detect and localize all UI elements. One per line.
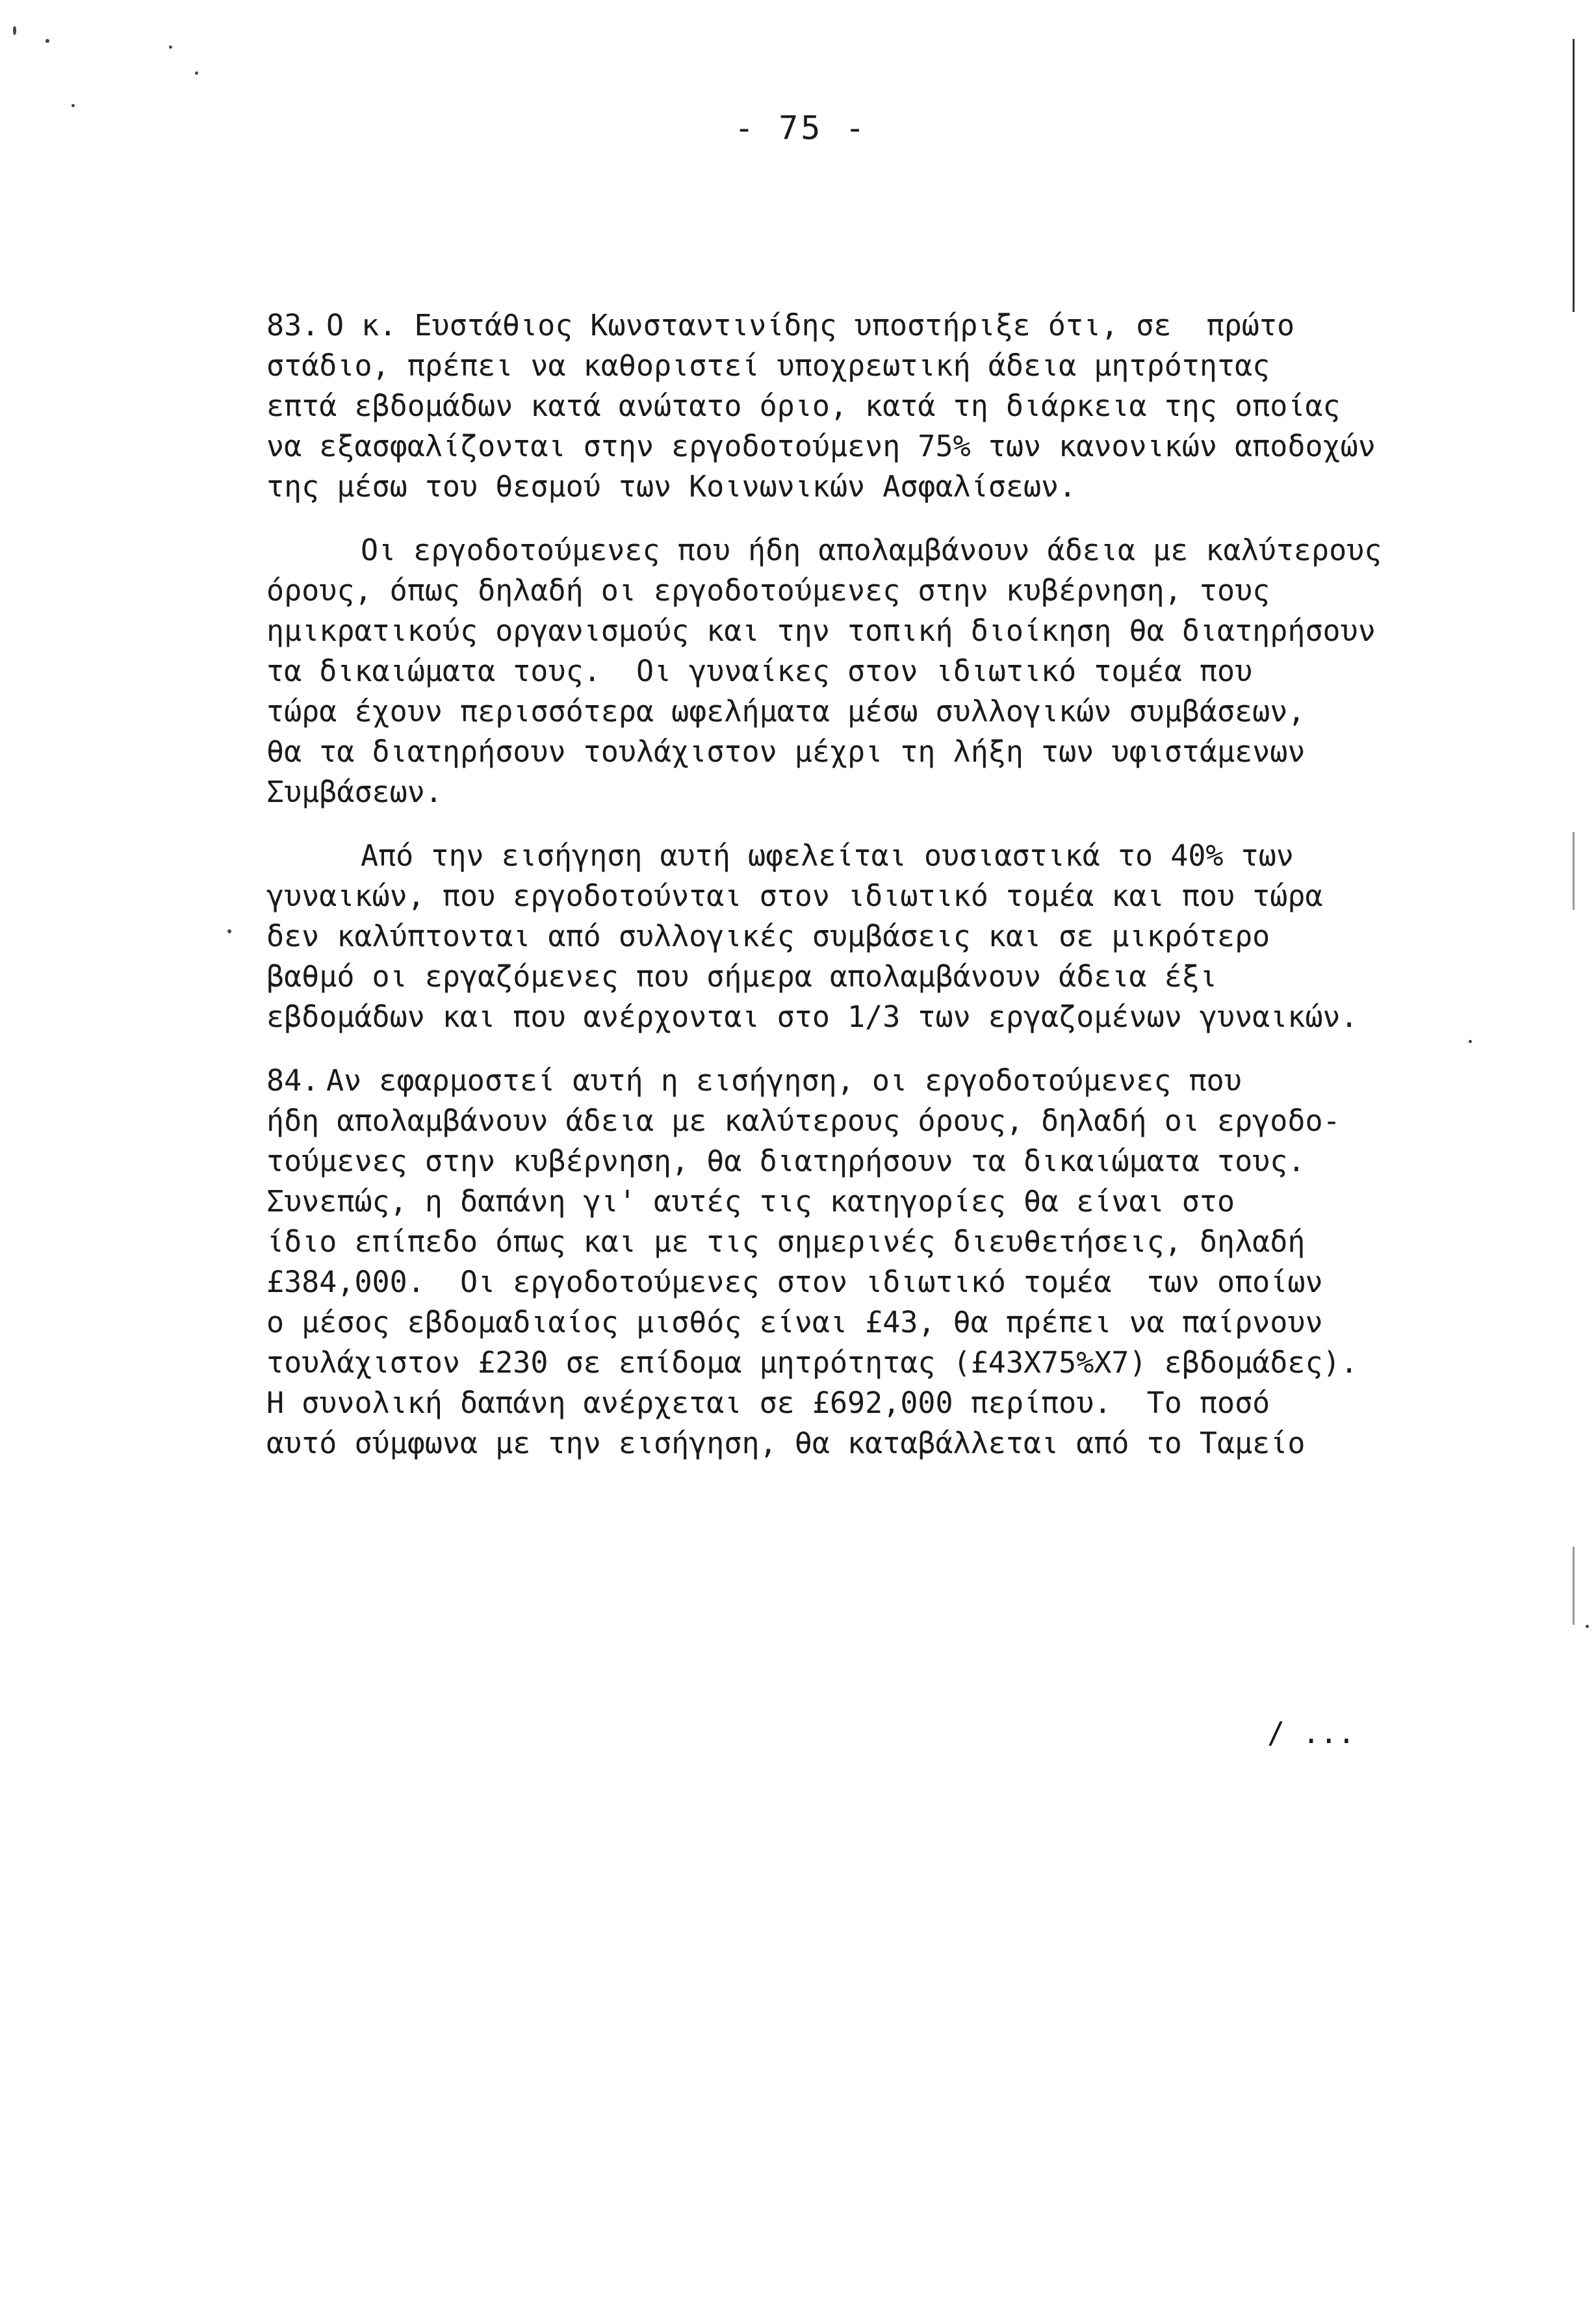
paragraph-number: 84. (266, 1063, 320, 1098)
scan-edge-line (1573, 832, 1575, 910)
text-line: επτά εβδομάδων κατά ανώτατο όριο, κατά τη διάρκεια της οποίας (266, 389, 1341, 423)
text-line: Η συνολική δαπάνη ανέρχεται σε £692,000 περίπου. Το ποσό (266, 1386, 1270, 1420)
text-line: ίδιο επίπεδο όπως και με τις σημερινές διευθετήσεις, δηλαδή (266, 1224, 1306, 1259)
scan-speck (195, 71, 198, 75)
text-line: εβδομάδων και που ανέρχονται στο 1/3 των εργαζομένων γυναικών. (266, 1000, 1358, 1034)
continuation-mark: / ... (1267, 1716, 1356, 1750)
text-line: της μέσω του θεσμού των Κοινωνικών Ασφαλίσεων. (266, 469, 1077, 504)
text-line: Συνεπώς, η δαπάνη γι' αυτές τις κατηγορίες θα είναι στο (266, 1184, 1235, 1219)
text-line: βαθμό οι εργαζόμενες που σήμερα απολαμβάνουν άδεια έξι (266, 959, 1217, 994)
text-line: τουλάχιστον £230 σε επίδομα μητρότητας (£43Χ75%Χ7) εβδομάδες). (266, 1345, 1358, 1380)
page-number: - 75 - (734, 109, 868, 147)
text-line: £384,000. Οι εργοδοτούμενες στον ιδιωτικό τομέα των οποίων (266, 1265, 1323, 1299)
scan-edge-line (1573, 39, 1575, 312)
scan-edge-line (1573, 1547, 1575, 1625)
text-line: ημικρατικούς οργανισμούς και την τοπική διοίκηση θα διατηρήσουν (266, 614, 1376, 648)
text-line: ήδη απολαμβάνουν άδεια με καλύτερους όρους, δηλαδή οι εργοδο- (266, 1104, 1341, 1138)
paragraph-83 (266, 305, 1488, 507)
scan-speck (227, 929, 231, 933)
text-line: τούμενες στην κυβέρνηση, θα διατηρήσουν τα δικαιώματα τους. (266, 1144, 1306, 1178)
text-line: θα τα διατηρήσουν τουλάχιστον μέχρι τη λήξη των υφιστάμενων (266, 734, 1306, 769)
text-line: δεν καλύπτονται από συλλογικές συμβάσεις και σε μικρότερο (266, 919, 1270, 953)
paragraph-number: 83. (266, 308, 320, 343)
scan-speck (169, 45, 172, 49)
text-line: αυτό σύμφωνα με την εισήγηση, θα καταβάλλεται από το Ταμείο (266, 1426, 1306, 1460)
body-text (266, 305, 1488, 1487)
paragraph-beneficiaries (266, 836, 1488, 1037)
text-line: Από την εισήγηση αυτή ωφελείται ουσιαστικά το 40% των (361, 838, 1294, 873)
text-line: τώρα έχουν περισσότερα ωφελήματα μέσω συλλογικών συμβάσεων, (266, 694, 1306, 729)
paragraph-84 (266, 1061, 1488, 1464)
text-line: Συμβάσεων. (266, 775, 443, 809)
text-line: 83. Ο κ. Ευστάθιος Κωνσταντινίδης υποστήριξε ότι, σε πρώτο (266, 305, 1488, 346)
scan-speck (13, 26, 16, 35)
scan-speck (1586, 1625, 1589, 1628)
scan-speck (45, 39, 49, 43)
text-line: τα δικαιώματα τους. Οι γυναίκες στον ιδιωτικό τομέα που (266, 654, 1253, 688)
text-line: στάδιο, πρέπει να καθοριστεί υποχρεωτική άδεια μητρότητας (266, 348, 1270, 383)
text-line: 84. Αν εφαρμοστεί αυτή η εισήγηση, οι εργοδοτούμενες που (266, 1061, 1488, 1101)
text-line: ο μέσος εβδομαδιαίος μισθός είναι £43, θα πρέπει να παίρνουν (266, 1305, 1323, 1339)
text-line: Οι εργοδοτούμενες που ήδη απολαμβάνουν άδεια με καλύτερους (361, 533, 1382, 567)
scan-speck (71, 104, 75, 107)
paragraph-existing-rights (266, 530, 1488, 812)
scan-speck (1469, 1040, 1472, 1043)
text-line: να εξασφαλίζονται στην εργοδοτούμενη 75% των κανονικών αποδοχών (266, 429, 1376, 463)
text-line: γυναικών, που εργοδοτούνται στον ιδιωτικό τομέα και που τώρα (266, 879, 1323, 913)
text-line: όρους, όπως δηλαδή οι εργοδοτούμενες στην κυβέρνηση, τους (266, 573, 1270, 608)
